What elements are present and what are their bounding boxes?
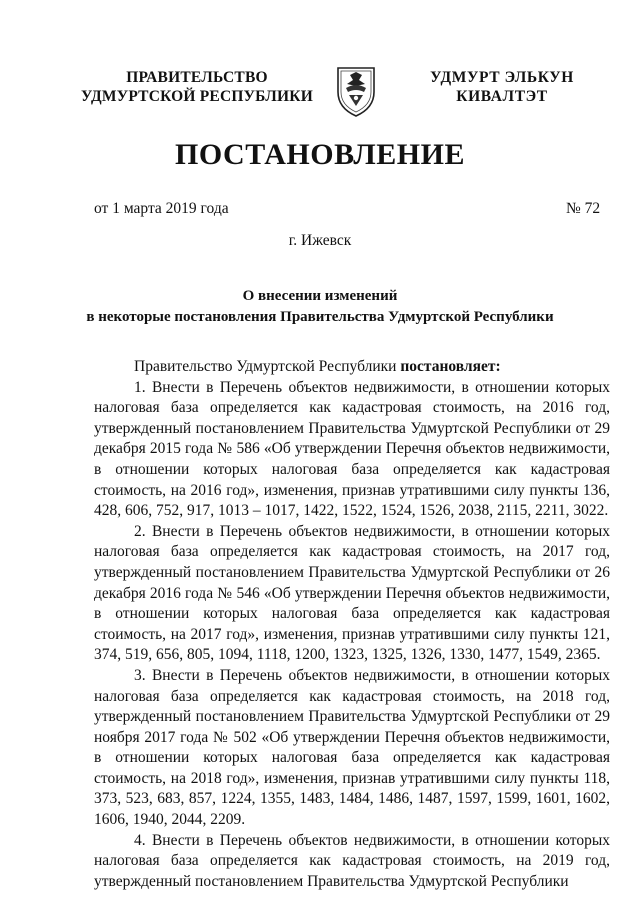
document-city: г. Ижевск bbox=[288, 232, 352, 249]
preamble bbox=[94, 357, 610, 378]
coat-of-arms-icon bbox=[335, 62, 377, 118]
document-date: от 1 марта 2019 года bbox=[94, 200, 229, 217]
gov-ru-line2: УДМУРТСКОЙ РЕСПУБЛИКИ bbox=[81, 88, 313, 105]
document-type-title: ПОСТАНОВЛЕНИЕ bbox=[175, 138, 465, 171]
gov-ru-line1: ПРАВИТЕЛЬСТВО bbox=[126, 69, 268, 86]
government-name-udmurt bbox=[402, 68, 602, 106]
subject-line1: О внесении изменений bbox=[242, 288, 398, 304]
paragraph-1: 1. Внести в Перечень объектов недвижимости, в отношении которых налоговая база определяется как кадастровая стоимость, на 2016 год, утвержденный постановлением Правительства Удмуртской Республики от 29 декабря 2015 года № 586 «Об утверждении Перечня объектов недвижимости, в отношении которых налоговая база определяется как кадастровая стоимость, на 2016 год», изменения, признав утратившими силу пункты 136, 428, 606, 752, 917, 1013 – 1017, 1422, 1522, 1524, 1526, 2038, 2115, 2211, 3022. bbox=[94, 378, 610, 520]
gov-ud-line1: УДМУРТ ЭЛЬКУН bbox=[430, 69, 574, 86]
document-header bbox=[0, 62, 640, 122]
paragraph-3: 3. Внести в Перечень объектов недвижимости, в отношении которых налоговая база определяется как кадастровая стоимость, на 2018 год, утвержденный постановлением Правительства Удмуртской Республики от 29 ноября 2017 года № 502 «Об утверждении Перечня объектов недвижимости, в отношении которых налоговая база определяется как кадастровая стоимость, на 2018 год», изменения, признав утратившими силу пункты 118, 373, 523, 683, 857, 1224, 1355, 1483, 1484, 1486, 1487, 1597, 1599, 1601, 1602, 1606, 1940, 2044, 2209. bbox=[94, 666, 610, 829]
document-body bbox=[94, 357, 610, 892]
document-subject bbox=[80, 286, 560, 328]
government-name-russian bbox=[72, 68, 322, 106]
preamble-bold: постановляет: bbox=[400, 358, 501, 375]
paragraph-4: 4. Внести в Перечень объектов недвижимости, в отношении которых налоговая база определяется как кадастровая стоимость, на 2019 год, утвержденный постановлением Правительства Удмуртской Республики bbox=[94, 831, 610, 890]
document-number: № 72 bbox=[566, 200, 601, 217]
paragraph-2: 2. Внести в Перечень объектов недвижимости, в отношении которых налоговая база определяется как кадастровая стоимость, на 2017 год, утвержденный постановлением Правительства Удмуртской Республики от 26 декабря 2016 года № 546 «Об утверждении Перечня объектов недвижимости, в отношении которых налоговая база определяется как кадастровая стоимость, на 2017 год», изменения, признав утратившими силу пункты 121, 374, 519, 656, 805, 1094, 1118, 1200, 1323, 1325, 1326, 1330, 1477, 1549, 2365. bbox=[94, 522, 610, 664]
gov-ud-line2: КИВАЛТЭТ bbox=[456, 88, 548, 105]
subject-line2: в некоторые постановления Правительства Удмуртской Республики bbox=[86, 309, 554, 325]
preamble-text: Правительство Удмуртской Республики bbox=[134, 358, 401, 375]
